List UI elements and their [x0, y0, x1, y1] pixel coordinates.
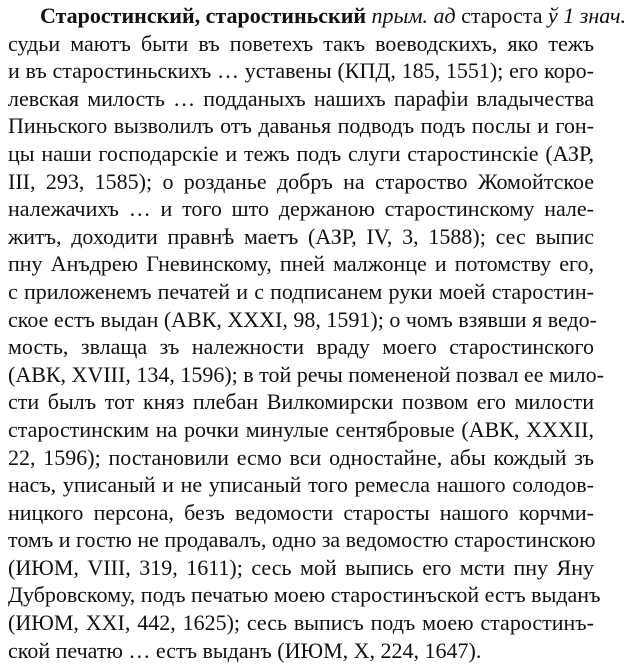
headword: Старостинский, старостиньский	[40, 3, 367, 28]
text-line: Дубровскому, подъ печатью моею старостинъской естъ выданъ	[8, 582, 601, 608]
text-line: с приложенемъ печатей и с подписанем руки моей старостин-	[8, 278, 594, 304]
text-line: судьи маютъ быти въ поветехъ такъ воеводскихъ, яко тежъ	[8, 30, 594, 56]
text-line: пну Анъдрею Гневинскому, пней малжонце и потомству его,	[8, 251, 594, 277]
text-line: старостинским на рочки минулые сентябровые (АВК, XXXII,	[8, 416, 594, 442]
dictionary-entry	[8, 2, 626, 664]
text-line: (ИЮМ, XXI, 442, 1625); сесь выписъ подъ моею старостинъ-	[8, 610, 594, 636]
text-line: томъ и гостю не продавалъ, одно за ведомостю старостинскою	[8, 527, 596, 553]
grammar-label: прым. ад	[371, 3, 456, 28]
text-line-last: ской печатю … естъ выданъ (ИЮМ, X, 224, 1647).	[8, 637, 482, 663]
text-line: ское естъ выдан (АВК, XXXI, 98, 1591); о чомъ взявши я ведо-	[8, 306, 597, 332]
text-line: сти былъ тот княз плебан Вилкомирски позвом его милости	[8, 389, 594, 415]
text-line: (АВК, XVIII, 134, 1596); в той речы помененой позвал ее мило-	[8, 361, 604, 387]
text-line: Пиньского вызволилъ отъ даванья подводъ подъ послы и гон-	[8, 113, 594, 139]
text-line: 22, 1596); постановили есмо вси одностайне, абы кождый зъ	[8, 444, 594, 470]
text-line: левская милость … подданыхъ нашихъ парафіи владычества	[8, 85, 594, 111]
text-line: насъ, уписаный и не уписаный того ремесла нашого солодов-	[8, 472, 594, 498]
definition-word: староста	[461, 3, 543, 28]
text-line: и въ старостиньскихъ … уставены (КПД, 185, 1551); его коро-	[8, 58, 594, 84]
text-line: цы наши господарскіе и тежъ подъ слуги старостинскіе (АЗР,	[8, 140, 594, 166]
text-line: III, 293, 1585); о розданье добръ на староство Жомойтское	[8, 168, 594, 194]
text-line: (ИЮМ, VIII, 319, 1611); сесь мой выпись его мсти пну Яну	[8, 554, 594, 580]
sense-marker: ў 1 знач.	[548, 3, 626, 28]
text-line: мость, звлаща зъ належности враду моего старостинского	[8, 334, 594, 360]
text-line: житъ, доходити правнѣ маетъ (АЗР, IV, 3, 1588); сес выпис	[8, 223, 594, 249]
entry-first-line	[8, 2, 626, 30]
text-line: належачихъ … и того што держаною старостинскому нале-	[8, 196, 594, 222]
text-line: ницкого персона, безъ ведомости старосты нашого корчми-	[8, 499, 594, 525]
